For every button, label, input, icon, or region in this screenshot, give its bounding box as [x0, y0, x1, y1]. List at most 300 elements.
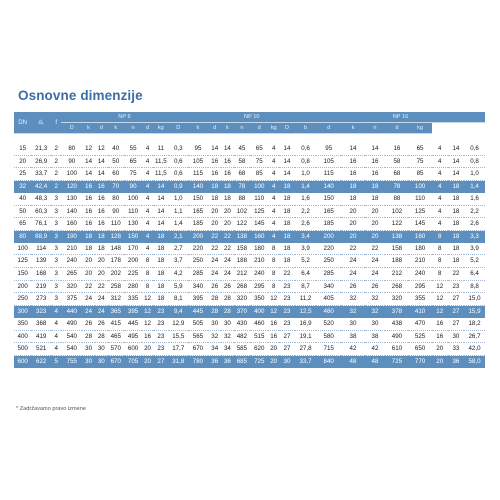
table-cell: 140 — [316, 181, 341, 193]
table-cell: 16 — [341, 155, 364, 168]
table-cell: 40 — [14, 193, 31, 205]
table-cell: 18 — [279, 243, 295, 255]
table-cell: 20 — [365, 218, 386, 231]
table-cell: 16,9 — [295, 318, 316, 330]
table-cell: 88 — [385, 193, 408, 205]
table-cell: 138 — [385, 230, 408, 242]
table-cell: 460 — [250, 318, 269, 330]
table-row — [14, 330, 485, 343]
table-cell: 4 — [142, 143, 152, 155]
table-cell: 2,6 — [295, 218, 316, 231]
table-cell: 178 — [108, 255, 124, 268]
table-cell: 500 — [14, 343, 31, 356]
table-cell: 685 — [234, 355, 250, 367]
group-header-np10: NP 10 — [188, 112, 316, 123]
table-cell: 128 — [108, 230, 124, 242]
table-cell: 285 — [188, 268, 209, 281]
table-cell: 18 — [448, 218, 464, 231]
table-cell: 18 — [279, 218, 295, 231]
table-cell: 24 — [95, 293, 108, 306]
table-cell: 22 — [365, 243, 386, 255]
table-cell: 210 — [408, 255, 431, 268]
table-cell: 14 — [82, 155, 95, 168]
table-cell: 770 — [408, 355, 431, 367]
sub-header-cell: D — [169, 123, 188, 134]
table-cell: 18 — [341, 193, 364, 205]
table-cell: 140 — [188, 181, 209, 193]
table-cell: 368 — [31, 318, 51, 330]
table-cell: 24 — [208, 255, 221, 268]
table-cell: 258 — [108, 280, 124, 293]
table-cell: 240 — [61, 255, 82, 268]
table-cell: 14 — [279, 143, 295, 155]
table-cell: 323 — [31, 306, 51, 318]
table-cell: 4 — [142, 243, 152, 255]
table-cell: 18 — [279, 230, 295, 242]
table-cell: 1,6 — [295, 193, 316, 205]
table-cell: 8 — [268, 243, 278, 255]
table-cell: 22 — [448, 268, 464, 281]
table-cell: 419 — [31, 330, 51, 343]
table-cell: 28 — [221, 293, 234, 306]
table-cell: 521 — [31, 343, 51, 356]
table-cell: 26,9 — [31, 155, 51, 168]
table-cell: 8 — [142, 280, 152, 293]
table-cell: 375 — [61, 293, 82, 306]
table-cell: 23 — [448, 280, 464, 293]
table-cell: 18 — [279, 255, 295, 268]
table-cell: 27 — [279, 343, 295, 356]
table-cell: 20 — [208, 205, 221, 218]
table-cell: 14 — [95, 168, 108, 181]
table-cell: 8 — [142, 255, 152, 268]
table-cell: 32 — [365, 293, 386, 306]
table-cell: 16 — [268, 330, 278, 343]
table-cell: 202 — [108, 268, 124, 281]
table-group-header — [14, 112, 485, 123]
table-cell: 320 — [385, 293, 408, 306]
table-cell: 15,5 — [169, 330, 188, 343]
table-cell: 3 — [51, 205, 61, 218]
table-cell: 16 — [365, 155, 386, 168]
table-cell: 26 — [341, 280, 364, 293]
table-cell: 23 — [279, 318, 295, 330]
table-cell: 2 — [51, 155, 61, 168]
sub-header-cell: k — [108, 123, 124, 134]
table-cell: 3 — [51, 218, 61, 231]
table-cell: 5 — [51, 355, 61, 367]
table-cell: 440 — [61, 306, 82, 318]
table-cell: 150 — [14, 268, 31, 281]
table-cell: 26 — [365, 280, 386, 293]
table-cell: 110 — [108, 218, 124, 231]
table-cell: 16 — [82, 218, 95, 231]
table-cell: 14 — [221, 143, 234, 155]
table-cell: 565 — [188, 330, 209, 343]
table-cell: 340 — [188, 280, 209, 293]
table-cell: 405 — [316, 293, 341, 306]
table-cell: 12,5 — [295, 306, 316, 318]
table-cell: 18 — [153, 293, 169, 306]
table-cell: 22 — [208, 243, 221, 255]
table-cell: 490 — [61, 318, 82, 330]
table-cell: 12 — [142, 293, 152, 306]
table-cell: 145 — [408, 218, 431, 231]
table-cell: 80 — [14, 230, 31, 242]
table-cell: 90 — [61, 155, 82, 168]
table-cell: 22 — [208, 230, 221, 242]
table-cell: 5,9 — [169, 280, 188, 293]
table-cell: 14 — [153, 181, 169, 193]
table-cell: 620 — [250, 343, 269, 356]
table-cell: 16 — [95, 205, 108, 218]
table-cell: 110 — [408, 193, 431, 205]
table-cell: 355 — [408, 293, 431, 306]
table-cell: 8 — [268, 255, 278, 268]
table-cell: 6,4 — [464, 268, 485, 281]
table-cell: 0,3 — [169, 143, 188, 155]
table-row — [14, 306, 485, 318]
table-cell: 16 — [142, 330, 152, 343]
table-cell: 40 — [108, 143, 124, 155]
table-cell: 520 — [316, 318, 341, 330]
table-cell: 20 — [341, 205, 364, 218]
dimensions-table — [14, 112, 485, 368]
table-cell: 200 — [316, 230, 341, 242]
table-cell: 150 — [188, 193, 209, 205]
table-cell: 14 — [365, 143, 386, 155]
table-row — [14, 230, 485, 242]
table-cell: 295 — [250, 280, 269, 293]
table-cell: 18 — [221, 193, 234, 205]
table-cell: 160 — [61, 218, 82, 231]
table-cell: 0,6 — [464, 143, 485, 155]
sub-header-cell: d — [316, 123, 341, 134]
table-cell: 525 — [408, 330, 431, 343]
table-cell: 27 — [448, 318, 464, 330]
table-cell: 15,9 — [464, 306, 485, 318]
table-cell: 3,3 — [464, 230, 485, 242]
table-cell: 48 — [341, 355, 364, 367]
table-cell: 8 — [268, 268, 278, 281]
table-cell: 18 — [208, 193, 221, 205]
table-cell: 75 — [408, 155, 431, 168]
table-cell: 14 — [279, 155, 295, 168]
table-cell: 225 — [124, 268, 143, 281]
table-cell: 3,4 — [295, 230, 316, 242]
table-cell: 16 — [95, 193, 108, 205]
table-cell: 32 — [14, 181, 31, 193]
table-cell: 68 — [385, 168, 408, 181]
table-cell: 610 — [385, 343, 408, 356]
table-cell: 4 — [432, 218, 448, 231]
table-cell: 18 — [153, 255, 169, 268]
table-cell: 505 — [188, 318, 209, 330]
table-cell: 105 — [316, 155, 341, 168]
table-cell: 100 — [250, 181, 269, 193]
table-cell: 180 — [408, 243, 431, 255]
table-cell: 320 — [61, 280, 82, 293]
table-cell: 188 — [385, 255, 408, 268]
sub-header-cell: k — [82, 123, 95, 134]
table-row — [14, 181, 485, 193]
table-cell: 28 — [208, 293, 221, 306]
table-cell: 14 — [448, 155, 464, 168]
table-cell: 18 — [153, 268, 169, 281]
table-cell: 23 — [279, 280, 295, 293]
table-cell: 32 — [221, 330, 234, 343]
table-cell: 110 — [124, 205, 143, 218]
table-cell: 445 — [188, 306, 209, 318]
table-cell: 32 — [208, 330, 221, 343]
table-cell: 68 — [234, 168, 250, 181]
table-cell: 4,2 — [169, 268, 188, 281]
table-cell: 438 — [385, 318, 408, 330]
table-cell: 23 — [153, 306, 169, 318]
table-cell: 34 — [221, 343, 234, 356]
table-cell: 165 — [188, 205, 209, 218]
table-cell: 125 — [408, 205, 431, 218]
table-cell: 4 — [432, 205, 448, 218]
table-cell: 4 — [142, 230, 152, 242]
table-cell: 18 — [153, 280, 169, 293]
table-cell: 30 — [82, 343, 95, 356]
table-cell: 30 — [95, 355, 108, 367]
table-cell: 18 — [448, 255, 464, 268]
table-row — [14, 143, 485, 155]
table-cell: 110 — [250, 193, 269, 205]
table-cell: 150 — [124, 230, 143, 242]
table-cell: 138 — [234, 230, 250, 242]
table-cell: 12 — [142, 306, 152, 318]
table-cell: 22 — [341, 243, 364, 255]
table-cell: 4 — [268, 155, 278, 168]
table-cell: 14 — [448, 143, 464, 155]
table-cell: 24 — [221, 268, 234, 281]
table-cell: 38 — [341, 330, 364, 343]
table-cell: 4 — [51, 318, 61, 330]
table-cell: 26 — [208, 280, 221, 293]
table-cell: 20 — [95, 268, 108, 281]
table-cell: 18 — [448, 230, 464, 242]
table-cell: 24 — [365, 268, 386, 281]
table-cell: 26 — [221, 280, 234, 293]
table-cell: 2 — [51, 181, 61, 193]
table-cell: 212 — [234, 268, 250, 281]
table-cell: 130 — [124, 218, 143, 231]
sub-header-cell: d — [385, 123, 408, 134]
table-cell: 50 — [108, 155, 124, 168]
table-cell: 8 — [432, 255, 448, 268]
table-cell: 28 — [208, 306, 221, 318]
table-cell: 24 — [95, 306, 108, 318]
table-cell: 25 — [14, 168, 31, 181]
table-cell: 378 — [385, 306, 408, 318]
table-cell: 670 — [188, 343, 209, 356]
table-cell: 18 — [448, 181, 464, 193]
table-cell: 1,0 — [464, 168, 485, 181]
table-cell: 34 — [208, 343, 221, 356]
table-cell: 23 — [279, 306, 295, 318]
table-cell: 14 — [448, 168, 464, 181]
table-cell: 0,6 — [169, 168, 188, 181]
column-header-d1: d₁ — [31, 112, 51, 134]
table-cell: 120 — [61, 181, 82, 193]
table-cell: 42 — [341, 343, 364, 356]
table-cell: 725 — [385, 355, 408, 367]
table-cell: 23 — [153, 318, 169, 330]
table-cell: 1,4 — [464, 181, 485, 193]
table-cell: 16 — [385, 143, 408, 155]
table-cell: 170 — [124, 243, 143, 255]
table-cell: 2 — [51, 143, 61, 155]
table-cell: 78 — [385, 181, 408, 193]
table-cell: 58,0 — [464, 355, 485, 367]
table-cell: 48,3 — [31, 193, 51, 205]
table-cell: 30 — [208, 318, 221, 330]
table-cell: 20 — [341, 230, 364, 242]
table-cell: 16 — [82, 193, 95, 205]
table-cell: 4 — [268, 168, 278, 181]
table-cell: 16 — [221, 155, 234, 168]
table-cell: 4 — [268, 143, 278, 155]
table-cell: 4 — [268, 230, 278, 242]
sub-header-cell: d — [208, 123, 221, 134]
table-cell: 9,4 — [169, 306, 188, 318]
table-cell: 219 — [31, 280, 51, 293]
table-cell: 42,0 — [464, 343, 485, 356]
table-cell: 190 — [61, 230, 82, 242]
table-cell: 122 — [234, 218, 250, 231]
table-cell: 8 — [142, 268, 152, 281]
table-cell: 14 — [279, 168, 295, 181]
table-cell: 11,5 — [153, 168, 169, 181]
table-cell: 12 — [432, 293, 448, 306]
table-cell: 200 — [188, 230, 209, 242]
sub-header-cell: d — [142, 123, 152, 134]
table-cell: 19,1 — [295, 330, 316, 343]
table-cell: 18 — [82, 230, 95, 242]
table-cell: 4 — [268, 181, 278, 193]
table-cell: 102 — [385, 205, 408, 218]
table-cell: 115 — [188, 168, 209, 181]
table-cell: 250 — [14, 293, 31, 306]
table-cell: 395 — [188, 293, 209, 306]
table-cell: 465 — [108, 330, 124, 343]
table-cell: 58 — [234, 155, 250, 168]
sub-header-cell: kg — [153, 123, 169, 134]
table-row — [14, 343, 485, 356]
table-cell: 482 — [234, 330, 250, 343]
table-cell: 80 — [108, 193, 124, 205]
table-cell: 36 — [221, 355, 234, 367]
table-cell: 65 — [408, 143, 431, 155]
table-cell: 20 — [142, 343, 152, 356]
table-cell: 16 — [208, 155, 221, 168]
table-cell: 20 — [82, 255, 95, 268]
table-cell: 705 — [124, 355, 143, 367]
sub-header-cell: n — [365, 123, 386, 134]
group-header-np16: NP 16 — [316, 112, 485, 123]
table-cell: 31,8 — [169, 355, 188, 367]
table-cell: 2,7 — [169, 243, 188, 255]
table-cell: 16 — [95, 181, 108, 193]
table-cell: 210 — [250, 255, 269, 268]
table-cell: 2,2 — [295, 205, 316, 218]
table-cell: 16 — [82, 205, 95, 218]
table-cell: 20 — [268, 343, 278, 356]
table-cell: 20 — [268, 355, 278, 367]
table-cell: 60,3 — [31, 205, 51, 218]
table-cell: 90 — [124, 181, 143, 193]
table-row — [14, 268, 485, 281]
table-cell: 600 — [124, 343, 143, 356]
table-cell: 24 — [341, 268, 364, 281]
table-cell: 8 — [432, 243, 448, 255]
table-cell: 540 — [61, 343, 82, 356]
table-cell: 20 — [432, 355, 448, 367]
table-cell: 3,7 — [169, 255, 188, 268]
table-cell: 14 — [341, 143, 364, 155]
table-cell: 12 — [95, 143, 108, 155]
table-cell: 18 — [448, 193, 464, 205]
table-cell: 268 — [385, 280, 408, 293]
table-cell: 24 — [341, 255, 364, 268]
table-cell: 220 — [316, 243, 341, 255]
table-cell: 430 — [234, 318, 250, 330]
table-cell: 45 — [234, 143, 250, 155]
table-cell: 3 — [51, 230, 61, 242]
table-cell: 400 — [14, 330, 31, 343]
table-cell: 20 — [208, 218, 221, 231]
table-cell: 26 — [82, 318, 95, 330]
table-cell: 0,6 — [169, 155, 188, 168]
table-cell: 23 — [153, 330, 169, 343]
table-cell: 185 — [188, 218, 209, 231]
sub-header-cell: k — [341, 123, 364, 134]
table-cell: 5,2 — [295, 255, 316, 268]
table-cell: 33,7 — [31, 168, 51, 181]
table-cell: 16 — [432, 330, 448, 343]
table-cell: 5,2 — [464, 255, 485, 268]
table-cell: 18,2 — [464, 318, 485, 330]
table-cell: 18 — [153, 230, 169, 242]
table-cell: 32 — [341, 306, 364, 318]
table-cell: 16 — [82, 181, 95, 193]
table-cell: 8,8 — [464, 280, 485, 293]
table-cell: 295 — [408, 280, 431, 293]
table-cell: 415 — [108, 318, 124, 330]
table-cell: 42 — [365, 343, 386, 356]
table-cell: 4 — [51, 330, 61, 343]
table-cell: 18 — [448, 205, 464, 218]
table-cell: 70 — [108, 181, 124, 193]
table-cell: 4 — [142, 168, 152, 181]
table-cell: 14 — [95, 155, 108, 168]
table-cell: 3,9 — [464, 243, 485, 255]
table-cell: 3 — [51, 243, 61, 255]
table-cell: 58 — [385, 155, 408, 168]
table-cell: 370 — [234, 306, 250, 318]
table-cell: 0,8 — [464, 155, 485, 168]
table-cell: 28 — [221, 306, 234, 318]
table-cell: 16 — [208, 168, 221, 181]
table-cell: 168 — [31, 268, 51, 281]
table-cell: 4 — [432, 193, 448, 205]
table-cell: 340 — [316, 280, 341, 293]
table-cell: 840 — [316, 355, 341, 367]
table-row — [14, 193, 485, 205]
